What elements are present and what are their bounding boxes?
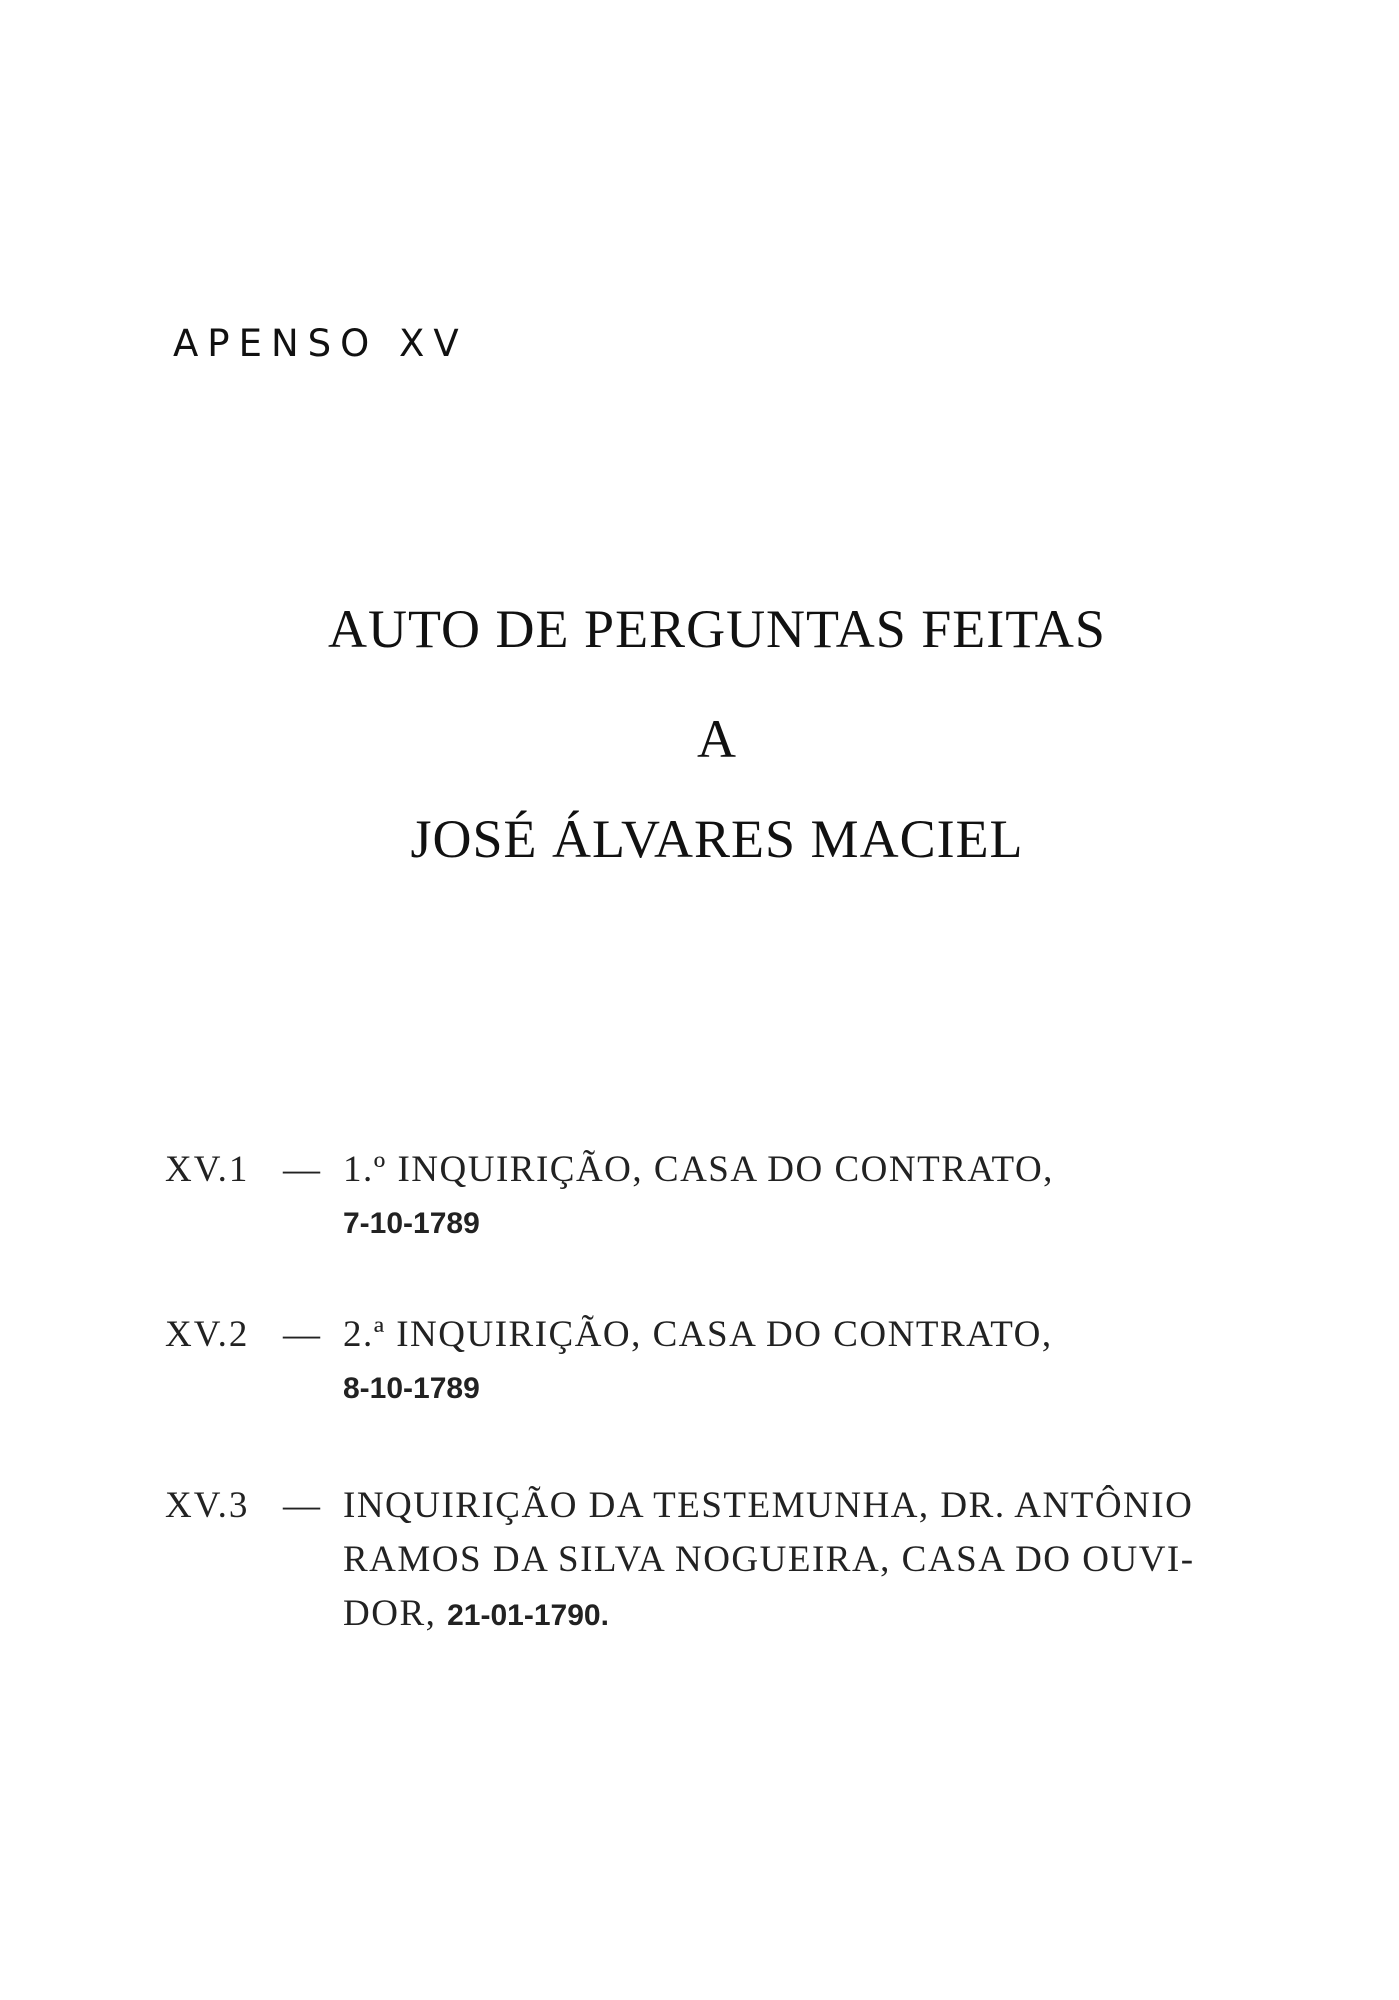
toc-entry-date: 7-10-1789 — [343, 1207, 480, 1240]
toc-entry-date: 8-10-1789 — [343, 1372, 480, 1405]
toc-entry-text — [343, 1143, 1303, 1251]
toc-entry-date: 21-01-1790. — [447, 1599, 609, 1632]
toc-entry-text — [343, 1308, 1303, 1416]
toc-entry-description-line-1: INQUIRIÇÃO DA TESTEMUNHA, DR. ANTÔNIO — [343, 1485, 1194, 1526]
title-line-2: A — [697, 709, 737, 769]
toc-entry-dash: — — [283, 1314, 320, 1355]
toc-entry-code: XV.3 — [165, 1485, 250, 1526]
toc-entry-code: XV.2 — [165, 1314, 250, 1355]
toc-entry-text — [343, 1479, 1303, 1643]
toc-entry-code: XV.1 — [165, 1149, 250, 1190]
toc-entry-description-line-3 — [343, 1587, 1303, 1643]
title-line-3: JOSÉ ÁLVARES MACIEL — [410, 809, 1024, 869]
appendix-label: APENSO XV — [173, 322, 468, 365]
toc-entry-dash: — — [283, 1485, 320, 1526]
toc-entry-description-prefix: DOR, — [343, 1593, 437, 1634]
toc-entry-description: 2.ª INQUIRIÇÃO, CASA DO CONTRATO, — [343, 1314, 1053, 1355]
toc-entry-dash: — — [283, 1149, 320, 1190]
toc-entry-description-line-2: RAMOS DA SILVA NOGUEIRA, CASA DO OUVI- — [343, 1539, 1195, 1580]
toc-entry-description: 1.º INQUIRIÇÃO, CASA DO CONTRATO, — [343, 1149, 1054, 1190]
title-line-1: AUTO DE PERGUNTAS FEITAS — [328, 599, 1106, 659]
